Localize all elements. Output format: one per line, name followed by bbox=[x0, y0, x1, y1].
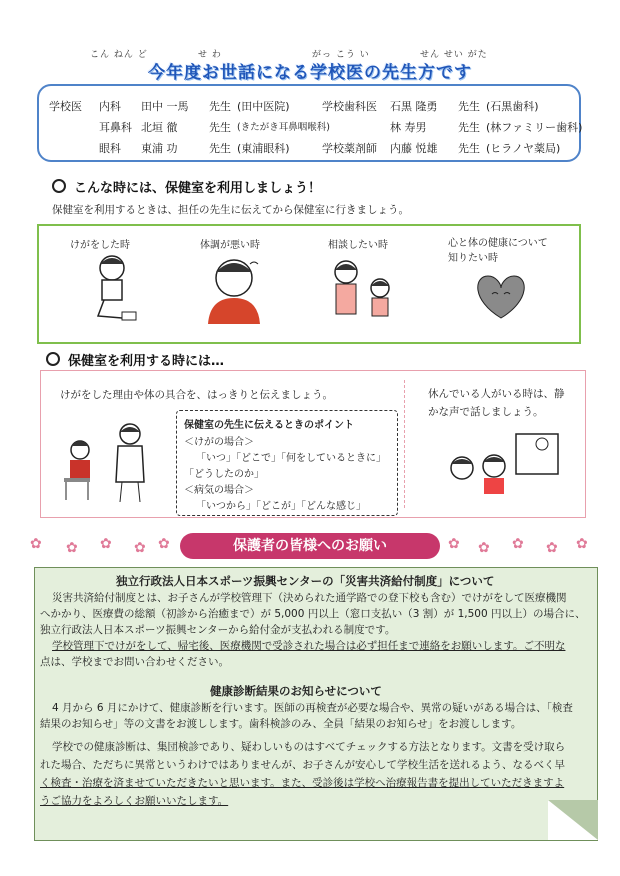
points-title: 保健室の先生に伝えるときのポイント bbox=[184, 420, 354, 431]
section2-right-text: 休んでいる人がいる時は、静 bbox=[428, 388, 565, 400]
doctor-dept: 眼科 bbox=[99, 142, 121, 155]
point-item: ＜病気の場合＞ bbox=[184, 485, 254, 496]
sakura-icon: ✿ bbox=[546, 540, 558, 556]
notice2-line: く検査・治療を済ませていただきたいと思います。また、受診後は学校へ治療報告書を提出していただきますよ bbox=[40, 777, 565, 789]
sakura-icon: ✿ bbox=[158, 536, 170, 552]
doctor-name: 田中 一馬 bbox=[141, 100, 189, 113]
section2-right-text: かな声で話しましょう。 bbox=[428, 406, 544, 418]
doctor-clinic: (ヒラノヤ薬局) bbox=[486, 142, 561, 155]
nurse-and-child-illustration bbox=[58, 420, 168, 506]
doctor-clinic: (林ファミリー歯科) bbox=[486, 121, 583, 134]
notice2-line: れた場合、ただちに異常というわけではありませんが、お子さんが安心して学校生活を送れるよう、なるべく早 bbox=[40, 759, 565, 771]
doctor-role: 学校歯科医 bbox=[322, 100, 377, 113]
notice1-line: 学校管理下でけがをして、帰宅後、医療機関で受診された場合は必ず担任まで連絡をお願いします。ご不明な bbox=[52, 640, 566, 652]
parents-request-banner: 保護者の皆様へのお願い bbox=[180, 533, 440, 559]
section1-note: 保健室を利用するときは、担任の先生に伝えてから保健室に行きましょう。 bbox=[52, 204, 409, 216]
notice1-line: へかかり、医療費の総額（初診から治癒まで）が 5,000 円以上（窓口支払い（3 割）が 1,500 円以上）の場合に、 bbox=[40, 608, 586, 620]
doctor-suffix: 先生 bbox=[209, 142, 231, 155]
section2-heading bbox=[46, 350, 224, 369]
case-label: 心と体の健康について知りたい時 bbox=[448, 238, 548, 264]
doctor-role: 学校薬剤師 bbox=[322, 142, 377, 155]
case-label: 相談したい時 bbox=[328, 240, 388, 251]
point-item: 「いつ」「どこで」「何をしているときに」 bbox=[196, 453, 386, 464]
sakura-icon: ✿ bbox=[30, 536, 42, 552]
heart-illustration bbox=[466, 272, 536, 322]
doctor-dept: 耳鼻科 bbox=[99, 121, 132, 134]
notice1-title: 独立行政法人日本スポーツ振興センターの「災害共済給付制度」について bbox=[116, 574, 495, 588]
case-label: 体調が悪い時 bbox=[200, 240, 260, 251]
point-item: 「どうしたのか」 bbox=[184, 469, 264, 480]
point-item: ＜けがの場合＞ bbox=[184, 437, 254, 448]
sakura-icon: ✿ bbox=[576, 536, 588, 552]
section2-left-text: けがをした理由や体の具合を、はっきりと伝えましょう。 bbox=[60, 389, 333, 401]
doctor-name: 北垣 徹 bbox=[141, 121, 178, 134]
doctor-suffix: 先生 bbox=[458, 142, 480, 155]
case-label: けがをした時 bbox=[70, 240, 130, 251]
doctor-suffix: 先生 bbox=[458, 100, 480, 113]
point-item: 「いつから」「どこが」「どんな感じ」 bbox=[196, 501, 366, 512]
doctor-list-box bbox=[37, 84, 581, 162]
doctor-name: 内藤 悦雄 bbox=[390, 142, 438, 155]
divider bbox=[404, 380, 406, 508]
ruby-4: せん せい がた bbox=[420, 50, 488, 60]
doctor-name: 石黒 隆勇 bbox=[390, 100, 438, 113]
doctor-suffix: 先生 bbox=[209, 100, 231, 113]
sakura-icon: ✿ bbox=[448, 536, 460, 552]
quiet-voice-illustration bbox=[436, 424, 566, 500]
doctor-clinic: (石黒歯科) bbox=[486, 100, 539, 113]
notice2-title: 健康診断結果のお知らせについて bbox=[210, 684, 382, 698]
doctor-dept: 内科 bbox=[99, 100, 121, 113]
circle-bullet-icon bbox=[52, 179, 66, 193]
consultation-illustration bbox=[326, 258, 406, 320]
page-curl bbox=[548, 800, 598, 840]
section1-heading bbox=[52, 177, 321, 196]
sakura-icon: ✿ bbox=[478, 540, 490, 556]
doctor-clinic: (きたがき耳鼻咽喉科) bbox=[237, 122, 330, 133]
notice2-line: 4 月から 6 月にかけて、健康診断を行います。医師の再検査が必要な場合や、異常の疑いがある場合は、「検査 bbox=[52, 702, 573, 714]
notice2-line: 学校での健康診断は、集団検診であり、疑わしいものはすべてチェックする方法となります。文書を受け取ら bbox=[52, 741, 566, 753]
sakura-icon: ✿ bbox=[134, 540, 146, 556]
doctor-clinic: (田中医院) bbox=[237, 100, 290, 113]
doctor-suffix: 先生 bbox=[209, 121, 231, 134]
sick-person-illustration bbox=[196, 254, 276, 326]
section1-heading-text: こんな時には、保健室を利用しましょう！ bbox=[74, 181, 322, 196]
ruby-3: がっ こう い bbox=[312, 50, 370, 60]
sakura-icon: ✿ bbox=[66, 540, 78, 556]
sakura-icon: ✿ bbox=[100, 536, 112, 552]
ruby-1: こん ねん ど bbox=[90, 50, 148, 60]
notice2-line: うご協力をよろしくお願いいたします。 bbox=[40, 795, 229, 807]
doctor-role: 学校医 bbox=[49, 100, 82, 113]
page-title: 今年度お世話になる学校医の先生方です bbox=[148, 63, 472, 83]
doctor-clinic: (東浦眼科) bbox=[237, 142, 290, 155]
sakura-icon: ✿ bbox=[512, 536, 524, 552]
notice2-line: 結果のお知らせ」等の文書をお渡しします。歯科検診のみ、全員「結果のお知らせ」をお渡しします。 bbox=[40, 718, 522, 730]
notice1-line: 独立行政法人日本スポーツ振興センターから給付金が支払われる制度です。 bbox=[40, 624, 396, 636]
doctor-name: 東浦 功 bbox=[141, 142, 178, 155]
ruby-2: せ わ bbox=[198, 50, 222, 60]
notice1-line: 点は、学校までお問い合わせください。 bbox=[40, 656, 229, 668]
notice1-line: 災害共済給付制度とは、お子さんが学校管理下（決められた通学路での登下校も含む）でけがをして医療機関 bbox=[52, 592, 567, 604]
section2-heading-text: 保健室を利用する時には… bbox=[68, 354, 225, 369]
doctor-suffix: 先生 bbox=[458, 121, 480, 134]
circle-bullet-icon bbox=[46, 352, 60, 366]
injured-child-illustration bbox=[82, 252, 152, 324]
doctor-name: 林 寿男 bbox=[390, 121, 427, 134]
